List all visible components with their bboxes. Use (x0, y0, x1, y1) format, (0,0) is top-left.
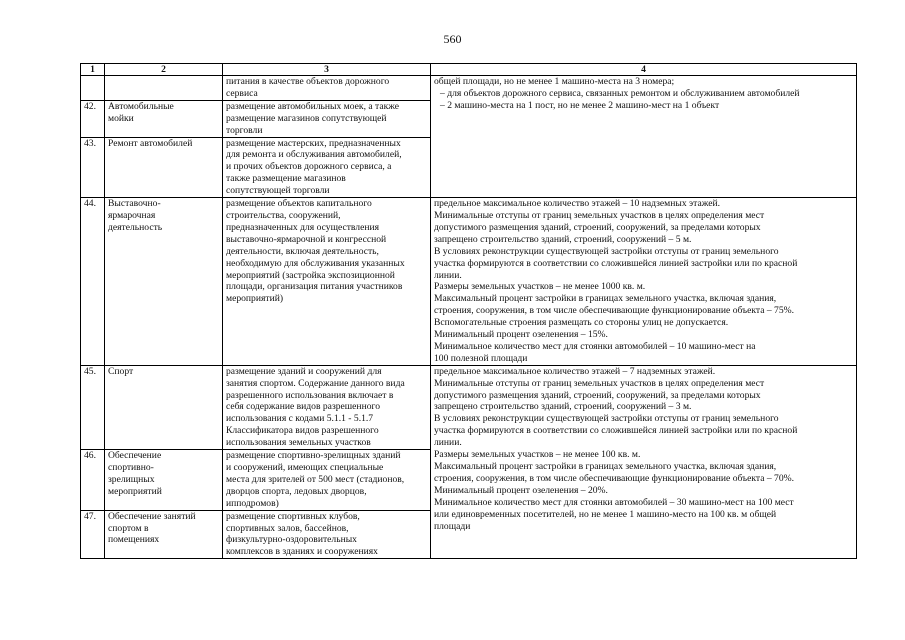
row-number: 47. (81, 510, 105, 559)
table-header-row (81, 64, 857, 76)
row-number: 46. (81, 450, 105, 511)
row-number: 45. (81, 365, 105, 449)
header-col-2: 2 (105, 64, 223, 76)
use-type-name: Ремонт автомобилей (105, 137, 223, 198)
table-row (81, 198, 857, 366)
parameters-text: общей площади, но не менее 1 машино-места на 3 номера; (434, 76, 675, 87)
table-row (81, 365, 857, 449)
use-type-name: Спорт (105, 365, 223, 449)
use-type-description: размещение зданий и сооружений для занятия спортом. Содержание данного вида разрешенного использования включает в себя содержание видов разрешенного использования с кодами 5.1.1 - 5.1.7 Классификатора видов разрешенного использования земельных участков (223, 365, 431, 449)
use-type-name: Выставочно- ярмарочная деятельность (105, 198, 223, 366)
row-number (81, 76, 105, 101)
use-type-description: размещение спортивно-зрелищных зданий и сооружений, имеющих специальные места для зрителей от 500 мест (стадионов, дворцов спорта, ледовых дворцов, ипподромов) (223, 450, 431, 511)
land-use-table (80, 63, 857, 559)
header-col-3: 3 (223, 64, 431, 76)
header-col-1: 1 (81, 64, 105, 76)
use-type-description: размещение мастерских, предназначенных для ремонта и обслуживания автомобилей, и прочих объектов дорожного сервиса, а также размещение магазинов сопутствующей торговли (223, 137, 431, 198)
use-type-description: размещение автомобильных моек, а также размещение магазинов сопутствующей торговли (223, 100, 431, 137)
parameters-cell: предельное максимальное количество этажей – 10 надземных этажей. Минимальные отступы от границ земельных участков в целях определения мест допустимого размещения зданий, строений, сооружений, за пределами которых запрещено строительство зданий, строений, сооружений – 5 м. В условиях реконструкции существующей застройки отступы от границ земельного участка формируются в соответствии со сложившейся линией застройки или по красной линии. Размеры земельных участков – не менее 1000 кв. м. Максимальный процент застройки в границах земельного участка, включая здания, строения, сооружения, в том числе обеспечивающие функционирование объекта – 75%. Вспомогательные строения размещать со стороны улиц не допускается. Минимальный процент озеленения – 15%. Минимальное количество мест для стоянки автомобилей – 10 машино-мест на 100 полезной площади (431, 198, 857, 366)
parameters-text: – для объектов дорожного сервиса, связанных ремонтом и обслуживанием автомобилей – 2 машино-места на 1 пост, но не менее 2 машино-мест на 1 объект (440, 87, 800, 111)
use-type-description: питания в качестве объектов дорожного сервиса (223, 76, 431, 101)
row-number: 43. (81, 137, 105, 198)
table-row (81, 76, 857, 101)
use-type-name: Обеспечение спортивно- зрелищных мероприятий (105, 450, 223, 511)
row-number: 44. (81, 198, 105, 366)
use-type-description: размещение объектов капитального строительства, сооружений, предназначенных для осуществления выставочно-ярмарочной и конгрессной деятельности, включая деятельность, необходимую для обслуживания указанных мероприятий (застройка экспозиционной площади, организация питания участников мероприятий) (223, 198, 431, 366)
use-type-name (105, 76, 223, 101)
parameters-cell (431, 76, 857, 198)
use-type-description: размещение спортивных клубов, спортивных залов, бассейнов, физкультурно-оздоровительных комплексов в зданиях и сооружениях (223, 510, 431, 559)
row-number: 42. (81, 100, 105, 137)
page-number: 560 (443, 32, 462, 46)
use-type-name: Обеспечение занятий спортом в помещениях (105, 510, 223, 559)
use-type-name: Автомобильные мойки (105, 100, 223, 137)
header-col-4: 4 (431, 64, 857, 76)
parameters-cell: предельное максимальное количество этажей – 7 надземных этажей. Минимальные отступы от границ земельных участков в целях определения мест допустимого размещения зданий, строений, сооружений, за пределами которых запрещено строительство зданий, строений, сооружений – 3 м. В условиях реконструкции существующей застройки отступы от границ земельного участка формируются в соответствии со сложившейся линией застройки или по красной линии. Размеры земельных участков – не менее 100 кв. м. Максимальный процент застройки в границах земельного участка, включая здания, строения, сооружения, в том числе обеспечивающие функционирование объекта – 70%. Минимальный процент озеленения – 20%. Минимальное количество мест для стоянки автомобилей – 30 машино-мест на 100 мест или единовременных посетителей, но не менее 1 машино-место на 100 кв. м общей площади (431, 365, 857, 559)
